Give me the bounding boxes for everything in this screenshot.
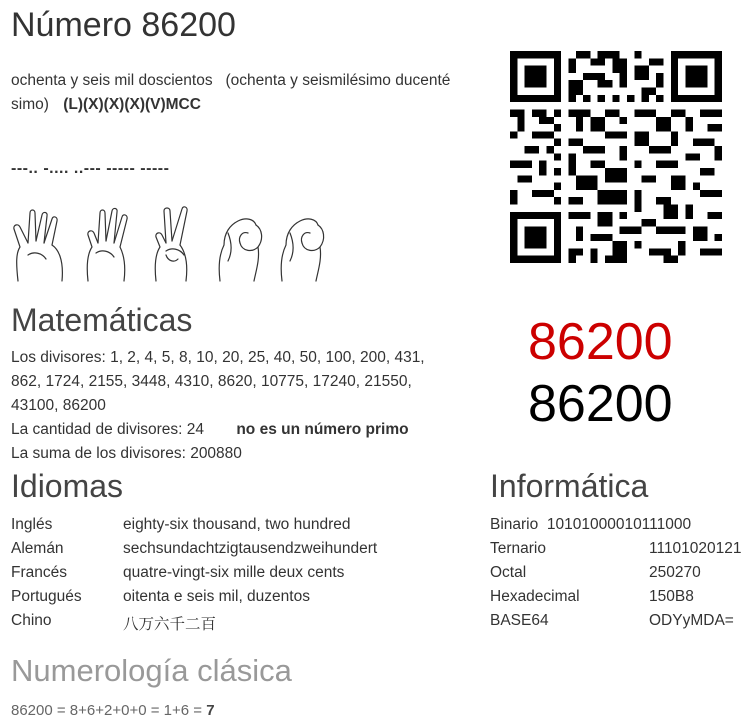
base-label: BASE64 <box>490 612 549 629</box>
numerology-equation-line <box>11 702 215 719</box>
lang-text: quatre-vingt-six mille deux cents <box>123 564 345 581</box>
divisors-line-2: 862, 1724, 2155, 3448, 4310, 8620, 10775, 17240, 21550, <box>11 373 412 390</box>
lang-name: Inglés <box>11 516 53 533</box>
hand-sign-8-icon <box>14 210 63 281</box>
hand-sign-0-second-icon <box>281 219 323 281</box>
number-in-words <box>11 69 450 117</box>
base-value: 11101020121 <box>649 540 742 557</box>
divisor-count-line <box>11 418 491 442</box>
lang-text: sechsundachtzigtausendzweihundert <box>123 540 378 557</box>
divisors-line-3: 43100, 86200 <box>11 397 106 414</box>
section-heading-languages: Idiomas <box>11 468 124 504</box>
big-number-black: 86200 <box>528 375 673 433</box>
math-section <box>11 346 491 466</box>
section-heading-math: Matemáticas <box>11 302 193 338</box>
page-title: Número 86200 <box>11 6 236 44</box>
base-label: Hexadecimal <box>490 588 580 605</box>
numerology-equation: 86200 = 8+6+2+0+0 = 1+6 = <box>11 702 207 719</box>
hand-sign-2-icon <box>155 207 187 281</box>
section-heading-informatics: Informática <box>490 468 649 504</box>
big-number-red: 86200 <box>528 313 673 371</box>
divisors-line-1: Los divisores: 1, 2, 4, 5, 8, 10, 20, 25, 40, 50, 100, 200, 431, <box>11 349 425 366</box>
base-label: Octal <box>490 564 527 581</box>
hand-sign-6-icon <box>87 208 127 281</box>
section-heading-numerology: Numerología clásica <box>11 653 292 688</box>
lang-text: oitenta e seis mil, duzentos <box>123 588 310 605</box>
hand-sign-0-icon <box>219 219 261 281</box>
qr-code <box>510 51 722 263</box>
lang-text: 八万六千二百 <box>123 616 217 633</box>
lang-name: Francés <box>11 564 67 581</box>
sign-language-hands <box>10 203 335 283</box>
base-label: Ternario <box>490 540 546 557</box>
prime-status: no es un número primo <box>236 421 409 438</box>
base-value: ODYyMDA= <box>649 612 734 629</box>
words-line-1: ochenta y seis mil doscientos (ochenta y seismilésimo ducenté <box>11 72 451 89</box>
roman-numeral: (L)(X)(X)(X)(V)MCC <box>63 96 201 113</box>
lang-name: Alemán <box>11 540 64 557</box>
divisor-count: La cantidad de divisores: 24 <box>11 421 205 438</box>
lang-text: eighty-six thousand, two hundred <box>123 516 351 533</box>
lang-name: Chino <box>11 612 52 629</box>
words-line-2 <box>11 93 450 117</box>
base-value: 150B8 <box>649 588 694 605</box>
words-line-2-text: simo) <box>11 96 49 113</box>
divisor-sum: La suma de los divisores: 200880 <box>11 445 242 462</box>
lang-name: Portugués <box>11 588 82 605</box>
morse-code: ---.. -.... ..--- ----- ----- <box>11 160 170 177</box>
numerology-result: 7 <box>206 702 215 719</box>
binary-value: Binario 10101000010111000 <box>490 516 692 533</box>
base-value: 250270 <box>649 564 701 581</box>
